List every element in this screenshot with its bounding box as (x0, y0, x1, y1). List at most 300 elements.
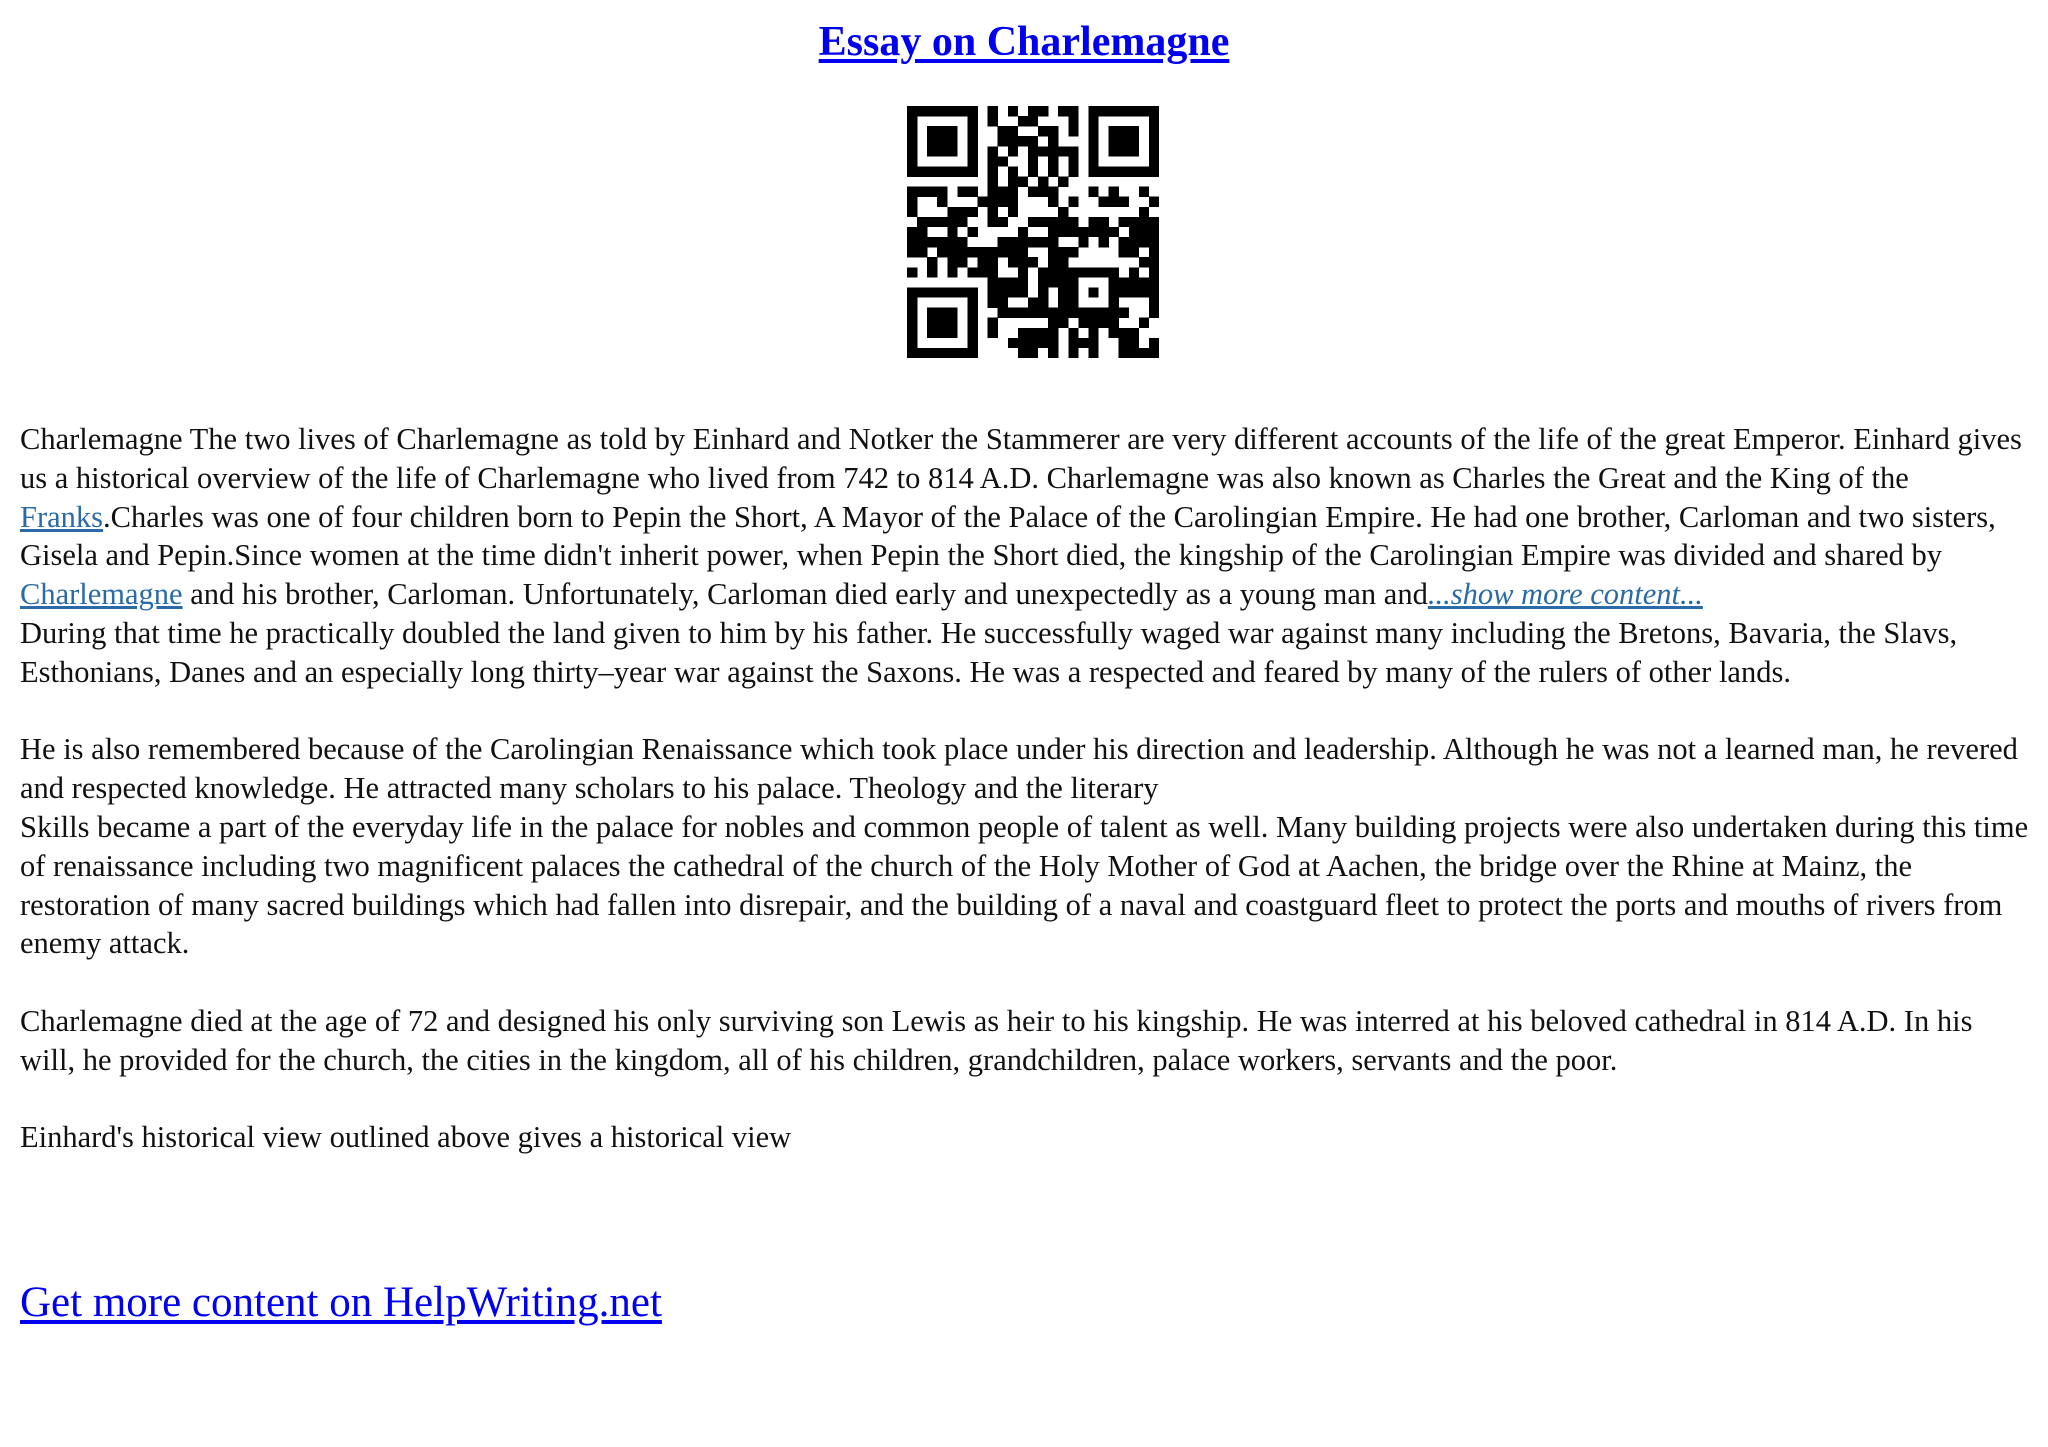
qr-module (967, 146, 977, 156)
qr-module (947, 207, 957, 217)
qr-module (1088, 328, 1098, 338)
qr-module (907, 136, 917, 146)
qr-module (967, 126, 977, 136)
qr-module (1119, 338, 1129, 348)
qr-module (1058, 106, 1068, 116)
qr-module (1099, 318, 1109, 328)
qr-module (1099, 106, 1109, 116)
qr-module (1058, 287, 1068, 297)
qr-module (967, 247, 977, 257)
qr-module (1129, 247, 1139, 257)
qr-module (1119, 197, 1129, 207)
qr-module (1038, 267, 1048, 277)
qr-module (1018, 257, 1028, 267)
qr-module (937, 237, 947, 247)
qr-module (988, 116, 998, 126)
paragraph-wars: During that time he practically doubled the land given to him by his father. He successfully waged war against many including the Bretons, Bavaria, the Slavs, Esthonians, Danes and an especially long thirty–year war against the Saxons. He was a respected and feared by many of the rulers of other lands. (20, 615, 1958, 689)
qr-module (927, 217, 937, 227)
qr-module (1109, 318, 1119, 328)
qr-module (1028, 257, 1038, 267)
qr-module (1129, 267, 1139, 277)
qr-module (967, 116, 977, 126)
qr-module (937, 318, 947, 328)
get-more-content-link[interactable]: Get more content on HelpWriting.net (20, 1279, 662, 1326)
qr-module (1149, 348, 1159, 358)
qr-module (907, 267, 917, 277)
qr-module (1099, 237, 1109, 247)
qr-module (1099, 197, 1109, 207)
qr-module (1109, 136, 1119, 146)
qr-module (1048, 166, 1058, 176)
qr-module (998, 197, 1008, 207)
qr-module (1048, 318, 1058, 328)
qr-module (947, 267, 957, 277)
qr-module (998, 136, 1008, 146)
paragraph-intro-part1: Charlemagne The two lives of Charlemagne as told by Einhard and Notker the Stammerer are very different accounts of the life of the great Emperor. Einhard gives us a historical overview of the life of Charlemagne who lived from 742 to 814 A.D. Charlemagne was also known as Charles the Great and the King of the (20, 422, 2022, 495)
qr-module (1088, 267, 1098, 277)
qr-module (1139, 277, 1149, 287)
qr-module (1008, 166, 1018, 176)
qr-module (1119, 106, 1129, 116)
qr-module (988, 166, 998, 176)
qr-module (1038, 338, 1048, 348)
qr-module (957, 187, 967, 197)
paragraph-gap (20, 1080, 2030, 1119)
qr-module (1068, 338, 1078, 348)
qr-module (1058, 247, 1068, 257)
qr-module (1028, 146, 1038, 156)
qr-module (988, 217, 998, 227)
qr-module (907, 338, 917, 348)
qr-module (937, 106, 947, 116)
qr-module (917, 247, 927, 257)
qr-module (1139, 348, 1149, 358)
qr-module (1119, 277, 1129, 287)
qr-module (1109, 197, 1119, 207)
qr-module (1028, 298, 1038, 308)
qr-module (1088, 116, 1098, 126)
qr-module (1028, 338, 1038, 348)
qr-module (1068, 227, 1078, 237)
qr-module (1119, 287, 1129, 297)
qr-module (1149, 247, 1159, 257)
qr-module (1068, 146, 1078, 156)
qr-module (1088, 318, 1098, 328)
qr-module (907, 207, 917, 217)
qr-module (1008, 247, 1018, 257)
qr-module (917, 106, 927, 116)
qr-module (1068, 298, 1078, 308)
qr-module (917, 166, 927, 176)
qr-module (1068, 277, 1078, 287)
qr-module (967, 156, 977, 166)
qr-module (1038, 187, 1048, 197)
qr-module (927, 328, 937, 338)
qr-module (937, 217, 947, 227)
qr-module (978, 247, 988, 257)
qr-module (1048, 338, 1058, 348)
paragraph-gap (20, 692, 2030, 731)
qr-module (1119, 237, 1129, 247)
qr-module (1018, 267, 1028, 277)
qr-module (947, 136, 957, 146)
qr-module (1109, 298, 1119, 308)
qr-module (927, 106, 937, 116)
qr-module (967, 136, 977, 146)
qr-module (907, 126, 917, 136)
qr-module (998, 298, 1008, 308)
qr-module (917, 237, 927, 247)
qr-module (1008, 106, 1018, 116)
paragraph-intro-part3: and his brother, Carloman. Unfortunately, Carloman died early and unexpectedly as a young man and (182, 577, 1428, 612)
qr-module (1018, 247, 1028, 257)
qr-module (1129, 146, 1139, 156)
qr-module (988, 298, 998, 308)
qr-module (957, 217, 967, 227)
qr-module (1129, 136, 1139, 146)
qr-module (1129, 217, 1139, 227)
qr-module (988, 287, 998, 297)
qr-module (947, 287, 957, 297)
qr-module (998, 217, 1008, 227)
qr-module (1018, 308, 1028, 318)
qr-module (927, 187, 937, 197)
qr-module (998, 126, 1008, 136)
paragraph-conclusion: Einhard's historical view outlined above gives a historical view (20, 1120, 792, 1155)
qr-module (907, 106, 917, 116)
qr-module (1149, 217, 1159, 227)
qr-module (937, 197, 947, 207)
qr-module (1018, 328, 1028, 338)
qr-module (1008, 146, 1018, 156)
qr-module (1078, 237, 1088, 247)
qr-module (1088, 156, 1098, 166)
qr-module (1078, 338, 1088, 348)
qr-module (1109, 227, 1119, 237)
qr-module (998, 187, 1008, 197)
qr-module (927, 348, 937, 358)
qr-module (1018, 338, 1028, 348)
qr-module (967, 298, 977, 308)
qr-code-icon (907, 106, 1159, 358)
qr-module (1068, 328, 1078, 338)
qr-module (1139, 318, 1149, 328)
qr-module (1088, 126, 1098, 136)
paragraph-intro-part2: .Charles was one of four children born to Pepin the Short, A Mayor of the Palace of the Carolingian Empire. He had one brother, Carloman and two sisters, Gisela and Pepin.Since women at the time didn't inherit power, when Pepin the Short died, the kingship of the Carolingian Empire was divided and shared by (20, 499, 1996, 573)
qr-module (1008, 177, 1018, 187)
qr-module (1109, 187, 1119, 197)
qr-module (1068, 247, 1078, 257)
qr-module (1048, 348, 1058, 358)
qr-module (927, 267, 937, 277)
qr-module (957, 237, 967, 247)
qr-module (937, 166, 947, 176)
qr-module (1038, 106, 1048, 116)
qr-module (927, 237, 937, 247)
qr-module (1058, 207, 1068, 217)
qr-module (1028, 116, 1038, 126)
charlemagne-link[interactable]: Charlemagne (20, 577, 183, 612)
qr-module (1078, 308, 1088, 318)
qr-module (1068, 126, 1078, 136)
qr-module (1008, 126, 1018, 136)
qr-module (1018, 177, 1028, 187)
qr-module (1139, 227, 1149, 237)
qr-module (1018, 348, 1028, 358)
qr-module (907, 146, 917, 156)
qr-module (1078, 318, 1088, 328)
qr-module (967, 318, 977, 328)
qr-module (1099, 227, 1109, 237)
qr-module (917, 348, 927, 358)
qr-module (1099, 267, 1109, 277)
qr-module (1038, 277, 1048, 287)
qr-module (1038, 287, 1048, 297)
qr-module (1149, 287, 1159, 297)
qr-module (1088, 136, 1098, 146)
qr-module (1018, 136, 1028, 146)
qr-module (957, 287, 967, 297)
qr-module (1048, 237, 1058, 247)
qr-module (907, 156, 917, 166)
qr-module (1078, 267, 1088, 277)
qr-module (937, 328, 947, 338)
qr-module (957, 257, 967, 267)
qr-module (1119, 136, 1129, 146)
qr-module (1008, 308, 1018, 318)
essay-title-link[interactable]: Essay on Charlemagne (818, 19, 1230, 65)
qr-module (1109, 277, 1119, 287)
qr-module (947, 106, 957, 116)
qr-module (1068, 217, 1078, 227)
qr-module (1149, 126, 1159, 136)
qr-module (1058, 267, 1068, 277)
qr-module (907, 227, 917, 237)
qr-module (967, 308, 977, 318)
qr-module (957, 207, 967, 217)
qr-module (937, 187, 947, 197)
qr-module (1028, 187, 1038, 197)
qr-module (1149, 106, 1159, 116)
qr-module (1058, 177, 1068, 187)
qr-module (1129, 277, 1139, 287)
qr-module (978, 267, 988, 277)
qr-module (1028, 217, 1038, 227)
qr-module (1008, 257, 1018, 267)
qr-module (1048, 277, 1058, 287)
qr-module (1038, 237, 1048, 247)
qr-module (927, 136, 937, 146)
qr-module (1028, 106, 1038, 116)
qr-module (1129, 338, 1139, 348)
qr-module (998, 308, 1008, 318)
qr-module (988, 146, 998, 156)
qr-module (1139, 106, 1149, 116)
qr-module (978, 257, 988, 267)
qr-module (1058, 308, 1068, 318)
qr-module (978, 197, 988, 207)
qr-module (1038, 217, 1048, 227)
qr-module (1129, 348, 1139, 358)
qr-module (1129, 106, 1139, 116)
qr-module (937, 308, 947, 318)
qr-module (1149, 267, 1159, 277)
qr-module (998, 156, 1008, 166)
qr-module (957, 106, 967, 116)
qr-module (927, 126, 937, 136)
qr-module (1109, 146, 1119, 156)
paragraph-renaissance-line2: Skills became a part of the everyday life in the palace for nobles and common people of talent as well. Many building projects were also undertaken during this time of renaissance including two magnificent palaces the cathedral of the church of the Holy Mother of God at Aachen, the bridge over the Rhine at Mainz, the restoration of many sacred buildings which had fallen into disrepair, and the building of a naval and coastguard fleet to protect the ports and mouths of rivers from enemy attack. (20, 809, 2029, 961)
qr-module (937, 348, 947, 358)
qr-module (1149, 156, 1159, 166)
qr-module (1088, 227, 1098, 237)
qr-module (1149, 227, 1159, 237)
qr-module (1149, 237, 1159, 247)
qr-module (907, 298, 917, 308)
qr-module (1038, 328, 1048, 338)
qr-module (937, 146, 947, 156)
qr-module (917, 187, 927, 197)
qr-module (1139, 217, 1149, 227)
qr-module (907, 308, 917, 318)
qr-module (907, 166, 917, 176)
qr-module (988, 277, 998, 287)
qr-module (1038, 308, 1048, 318)
qr-module (1048, 308, 1058, 318)
qr-module (988, 267, 998, 277)
qr-module (1048, 227, 1058, 237)
qr-module (998, 277, 1008, 287)
qr-module (967, 348, 977, 358)
qr-code-graphic (907, 106, 1159, 358)
qr-module (927, 166, 937, 176)
qr-module (1008, 287, 1018, 297)
qr-module (1008, 136, 1018, 146)
qr-module (1109, 267, 1119, 277)
qr-module (1028, 328, 1038, 338)
qr-module (1109, 308, 1119, 318)
qr-module (1018, 277, 1028, 287)
qr-module (907, 197, 917, 207)
qr-module (927, 308, 937, 318)
qr-module (1088, 338, 1098, 348)
qr-module (957, 247, 967, 257)
franks-link[interactable]: Franks (20, 499, 104, 534)
qr-module (1048, 197, 1058, 207)
qr-module (1048, 136, 1058, 146)
qr-module (1119, 217, 1129, 227)
qr-module (947, 328, 957, 338)
qr-module (1139, 287, 1149, 297)
paragraph-gap (20, 963, 2030, 1002)
qr-module (1068, 106, 1078, 116)
qr-module (1119, 308, 1129, 318)
qr-module (1028, 156, 1038, 166)
qr-module (1038, 298, 1048, 308)
qr-module (1139, 207, 1149, 217)
qr-module (1088, 217, 1098, 227)
qr-module (1099, 217, 1109, 227)
title-container (0, 18, 2048, 66)
qr-module (907, 287, 917, 297)
qr-module (1008, 277, 1018, 287)
qr-module (1109, 126, 1119, 136)
qr-module (1088, 187, 1098, 197)
qr-module (998, 287, 1008, 297)
qr-module (1109, 106, 1119, 116)
qr-module (1129, 126, 1139, 136)
qr-module (947, 217, 957, 227)
qr-module (967, 338, 977, 348)
qr-module (967, 328, 977, 338)
qr-module (1068, 166, 1078, 176)
qr-module (1088, 348, 1098, 358)
qr-module (1038, 146, 1048, 156)
qr-module (1088, 146, 1098, 156)
qr-module (1139, 166, 1149, 176)
qr-module (1129, 166, 1139, 176)
qr-module (1058, 318, 1068, 328)
qr-module (947, 247, 957, 257)
qr-module (1088, 287, 1098, 297)
qr-module (917, 217, 927, 227)
qr-module (1008, 237, 1018, 247)
qr-module (1078, 227, 1088, 237)
qr-module (1068, 267, 1078, 277)
qr-module (988, 187, 998, 197)
qr-module (967, 227, 977, 237)
qr-module (947, 308, 957, 318)
qr-module (1048, 156, 1058, 166)
qr-module (927, 287, 937, 297)
qr-module (1058, 277, 1068, 287)
qr-module (907, 187, 917, 197)
qr-module (967, 187, 977, 197)
qr-module (1149, 257, 1159, 267)
qr-module (957, 348, 967, 358)
qr-module (1129, 328, 1139, 338)
qr-module (1068, 116, 1078, 126)
qr-module (1149, 298, 1159, 308)
qr-module (947, 257, 957, 267)
qr-module (967, 287, 977, 297)
qr-module (1018, 287, 1028, 297)
qr-module (1139, 257, 1149, 267)
qr-module (907, 318, 917, 328)
qr-module (1058, 257, 1068, 267)
qr-module (988, 257, 998, 267)
qr-module (927, 318, 937, 328)
qr-module (1139, 187, 1149, 197)
qr-module (1119, 126, 1129, 136)
qr-module (1099, 166, 1109, 176)
qr-module (1048, 328, 1058, 338)
qr-module (988, 197, 998, 207)
qr-module (988, 318, 998, 328)
qr-module (1149, 338, 1159, 348)
qr-module (1129, 227, 1139, 237)
qr-module (1058, 227, 1068, 237)
qr-module (1018, 116, 1028, 126)
qr-module (1129, 237, 1139, 247)
qr-module (998, 237, 1008, 247)
qr-module (957, 166, 967, 176)
qr-module (947, 126, 957, 136)
qr-module (967, 166, 977, 176)
qr-module (988, 207, 998, 217)
qr-module (1149, 197, 1159, 207)
show-more-content-link[interactable]: ...show more content... (1427, 577, 1703, 612)
